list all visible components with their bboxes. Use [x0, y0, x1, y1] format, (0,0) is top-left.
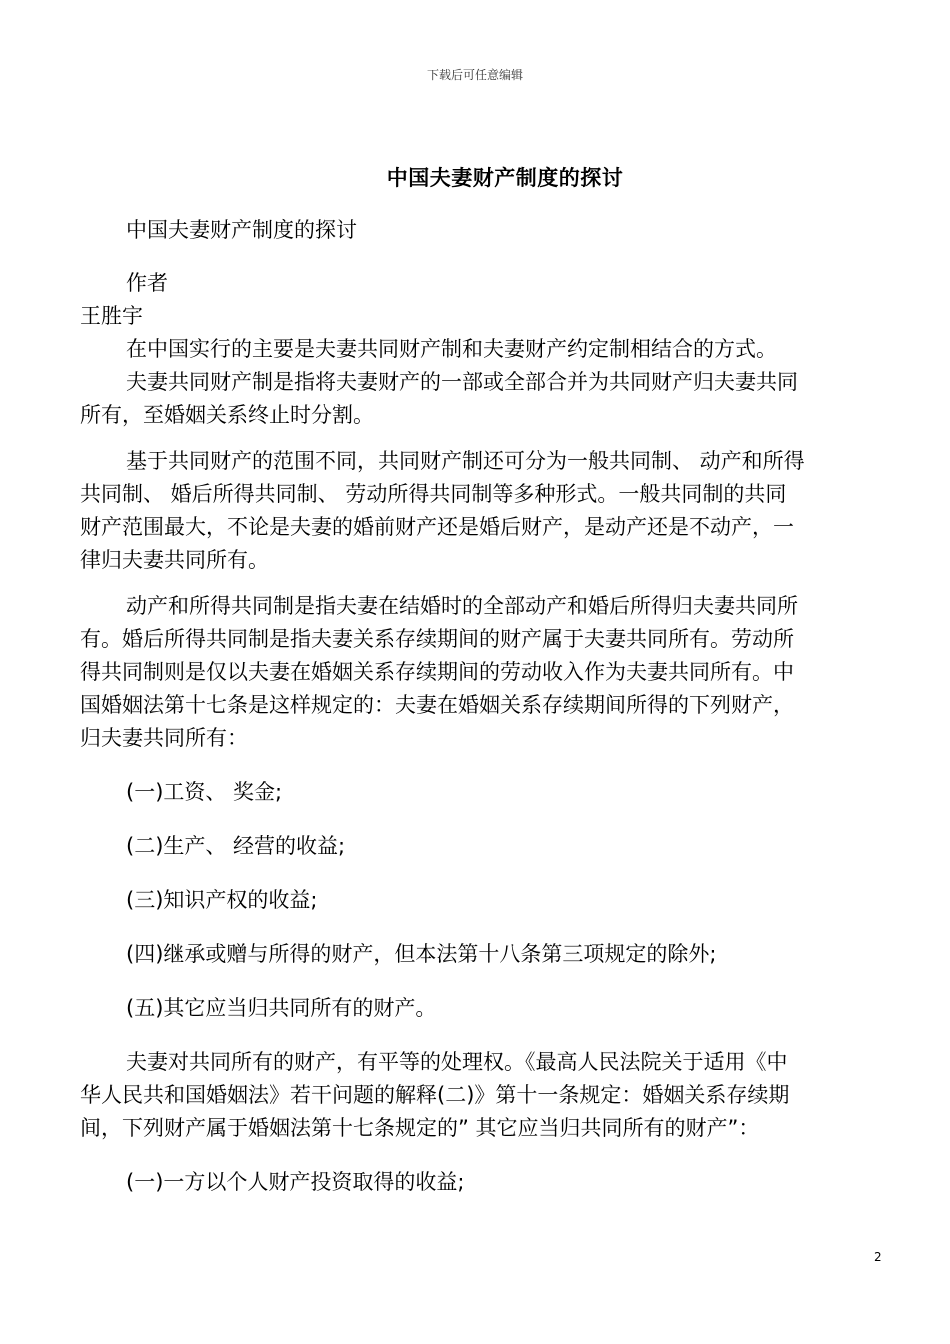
list-item: [80, 1166, 872, 1199]
text-line: 所有，至婚姻关系终止时分割。: [80, 403, 374, 427]
author-name-paragraph: [80, 300, 872, 333]
text-line: 夫妻共同财产制是指将夫妻财产的一部或全部合并为共同财产归夫妻共同: [126, 370, 798, 394]
text-line: 王胜宇: [80, 304, 143, 328]
body-paragraph: [80, 366, 872, 432]
page-title: 中国夫妻财产制度的探讨: [386, 166, 624, 190]
author-label-paragraph: [80, 267, 872, 300]
text-line: 得共同制则是仅以夫妻在婚姻关系存续期间的劳动收入作为夫妻共同所有。中: [80, 660, 794, 684]
text-line: 有。婚后所得共同制是指夫妻关系存续期间的财产属于夫妻共同所有。劳动所: [80, 627, 794, 651]
text-line: 基于共同财产的范围不同，共同财产制还可分为一般共同制、 动产和所得: [126, 449, 805, 473]
text-line: 华人民共和国婚姻法》若干问题的解释(二)》第十一条规定：婚姻关系存续期: [80, 1083, 790, 1107]
page-header: 下载后可任意编辑: [426, 68, 523, 82]
text-line: 共同制、 婚后所得共同制、 劳动所得共同制等多种形式。一般共同制的共同: [80, 482, 787, 506]
text-line: (五)其它应当归共同所有的财产。: [126, 996, 437, 1020]
text-line: 律归夫妻共同所有。: [80, 548, 269, 572]
text-line: 作者: [126, 271, 168, 295]
list-item: [80, 938, 872, 971]
body-paragraph: [80, 333, 872, 366]
text-line: 中国夫妻财产制度的探讨: [126, 218, 357, 242]
text-line: 间，下列财产属于婚姻法第十七条规定的” 其它应当归共同所有的财产”：: [80, 1116, 760, 1140]
body-paragraph: [80, 590, 872, 755]
list-item: [80, 776, 872, 809]
text-line: 归夫妻共同所有：: [80, 726, 248, 750]
text-line: (一)工资、 奖金;: [126, 780, 283, 804]
text-line: 财产范围最大，不论是夫妻的婚前财产还是婚后财产，是动产还是不动产，一: [80, 515, 794, 539]
list-item: [80, 992, 872, 1025]
text-line: 国婚姻法第十七条是这样规定的：夫妻在婚姻关系存续期间所得的下列财产，: [80, 693, 794, 717]
list-item: [80, 830, 872, 863]
text-line: 动产和所得共同制是指夫妻在结婚时的全部动产和婚后所得归夫妻共同所: [126, 594, 798, 618]
text-line: 夫妻对共同所有的财产，有平等的处理权。《最高人民法院关于适用《中: [126, 1050, 788, 1074]
text-line: (一)一方以个人财产投资取得的收益;: [126, 1170, 465, 1194]
body-paragraph: [80, 445, 872, 577]
document-body: [80, 214, 872, 1199]
body-paragraph: [80, 1046, 872, 1145]
text-line: (三)知识产权的收益;: [126, 888, 318, 912]
text-line: 在中国实行的主要是夫妻共同财产制和夫妻财产约定制相结合的方式。: [126, 337, 777, 361]
page-number: 2: [874, 1250, 882, 1264]
text-line: (二)生产、 经营的收益;: [126, 834, 346, 858]
text-line: (四)继承或赠与所得的财产，但本法第十八条第三项规定的除外;: [126, 942, 717, 966]
list-item: [80, 884, 872, 917]
subtitle-paragraph: [80, 214, 872, 247]
